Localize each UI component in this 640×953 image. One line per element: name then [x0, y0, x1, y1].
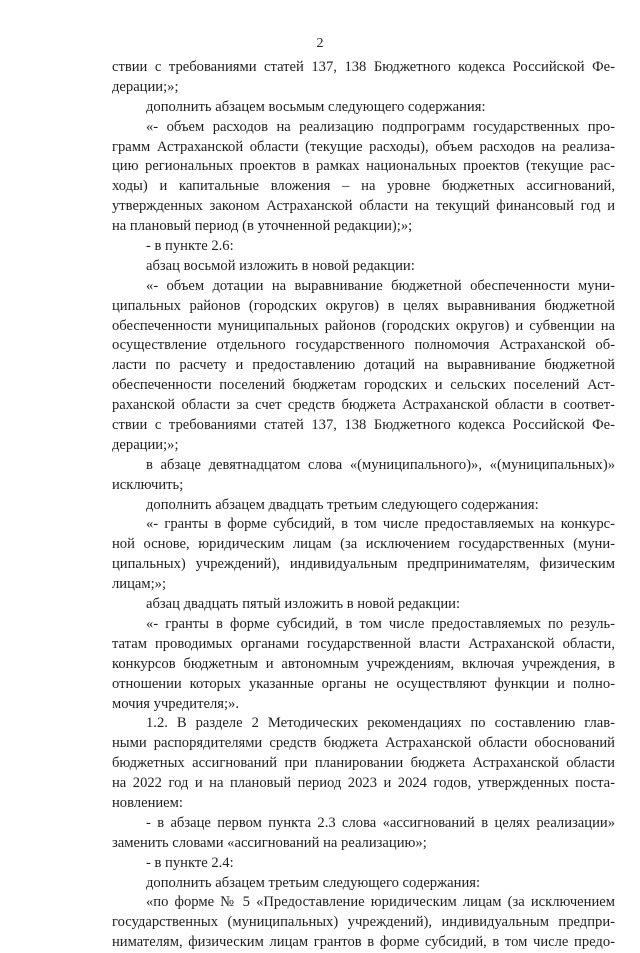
text-line: отношении которых указанные органы не осуществляют функции и полно- — [112, 675, 615, 692]
text-line: обеспеченности поселений бюджетам городских и сельских поселений Аст- — [112, 377, 615, 394]
text-line: - в пункте 2.6: — [146, 238, 234, 255]
text-line: государственных (муниципальных) учреждений), индивидуальным предпри- — [112, 914, 615, 931]
text-line: ласти по расчету и предоставлению дотаций на выравнивание бюджетной — [112, 357, 615, 374]
text-line: ной основе, юридическим лицам (за исключением государственных (муни- — [112, 536, 615, 553]
text-line: заменить словами «ассигнований на реализацию»; — [112, 834, 427, 851]
text-line: - в пункте 2.4: — [146, 854, 234, 871]
text-line: абзац восьмой изложить в новой редакции: — [146, 257, 415, 274]
text-line: дополнить абзацем двадцать третьим следующего содержания: — [146, 496, 539, 513]
text-line: «- гранты в форме субсидий, в том числе предоставляемых на конкурс- — [146, 516, 615, 533]
text-line: обеспеченности муниципальных районов (городских округов) и субвенции на — [112, 317, 615, 334]
text-line: ципальных районов (городских округов) в целях выравнивания бюджетной — [112, 297, 615, 314]
text-line: грамм Астраханской области (текущие расходы), объем расходов на реализа- — [112, 138, 615, 155]
text-line: татам проводимых органами государственной власти Астраханской области, — [112, 635, 615, 652]
text-line: раханской области за счет средств бюджета Астраханской области в соответ- — [112, 397, 615, 414]
text-line: абзац двадцать пятый изложить в новой редакции: — [146, 596, 461, 613]
text-line: - в абзаце первом пункта 2.3 слова «ассигнований в целях реализации» — [146, 814, 615, 831]
text-line: «- гранты в форме субсидий, в том числе предоставляемых по резуль- — [146, 615, 615, 632]
text-line: ципальных) учреждений), индивидуальным предпринимателям, физическим — [112, 556, 615, 573]
page-number: 2 — [316, 36, 324, 51]
text-line: лицам;»; — [112, 576, 167, 593]
text-line: «по форме № 5 «Предоставление юридическим лицам (за исключением — [146, 894, 615, 911]
text-line: «- объем дотации на выравнивание бюджетной обеспеченности муни- — [146, 277, 615, 294]
text-line: цию региональных проектов в рамках национальных проектов (текущие рас- — [112, 158, 615, 175]
text-line: дополнить абзацем третьим следующего содержания: — [146, 874, 481, 891]
text-line: 1.2. В разделе 2 Методических рекомендациях по составлению глав- — [146, 715, 615, 732]
text-line: новлением: — [112, 794, 183, 811]
text-line: осуществление отдельного государственного полномочия Астраханской об- — [112, 337, 615, 354]
text-line: дерации;»; — [112, 436, 179, 453]
text-line: дополнить абзацем восьмым следующего содержания: — [146, 98, 486, 115]
document-body — [112, 58, 615, 953]
text-line: исключить; — [112, 476, 184, 493]
text-line: на 2022 год и на плановый период 2023 и 2024 годов, утвержденных поста- — [112, 775, 615, 792]
text-line: конкурсов бюджетным и автономным учреждениям, включая учреждения, в — [112, 655, 615, 672]
text-line: утвержденных законом Астраханской области на текущий финансовый год и — [112, 198, 615, 215]
text-line: ствии с требованиями статей 137, 138 Бюджетного кодекса Российской Фе- — [112, 417, 615, 434]
text-line: бюджетных ассигнований при планировании бюджета Астраханской области — [112, 755, 615, 772]
text-line: дерации;»; — [112, 78, 179, 95]
text-line: ходы) и капитальные вложения – на уровне бюджетных ассигнований, — [112, 178, 615, 195]
text-line: на плановый период (в уточненной редакции);»; — [112, 218, 413, 235]
text-line: «- объем расходов на реализацию подпрограмм государственных про- — [146, 118, 615, 135]
text-line: ствии с требованиями статей 137, 138 Бюджетного кодекса Российской Фе- — [112, 59, 615, 75]
text-line: мочия учредителя;». — [112, 695, 239, 712]
text-line: ными распорядителями средств бюджета Астраханской области обоснований — [112, 735, 615, 752]
text-line: нимателям, физическим лицам грантов в форме субсидий, в том числе предо- — [112, 934, 615, 951]
text-line: в абзаце девятнадцатом слова «(муниципального)», «(муниципальных)» — [146, 456, 615, 473]
